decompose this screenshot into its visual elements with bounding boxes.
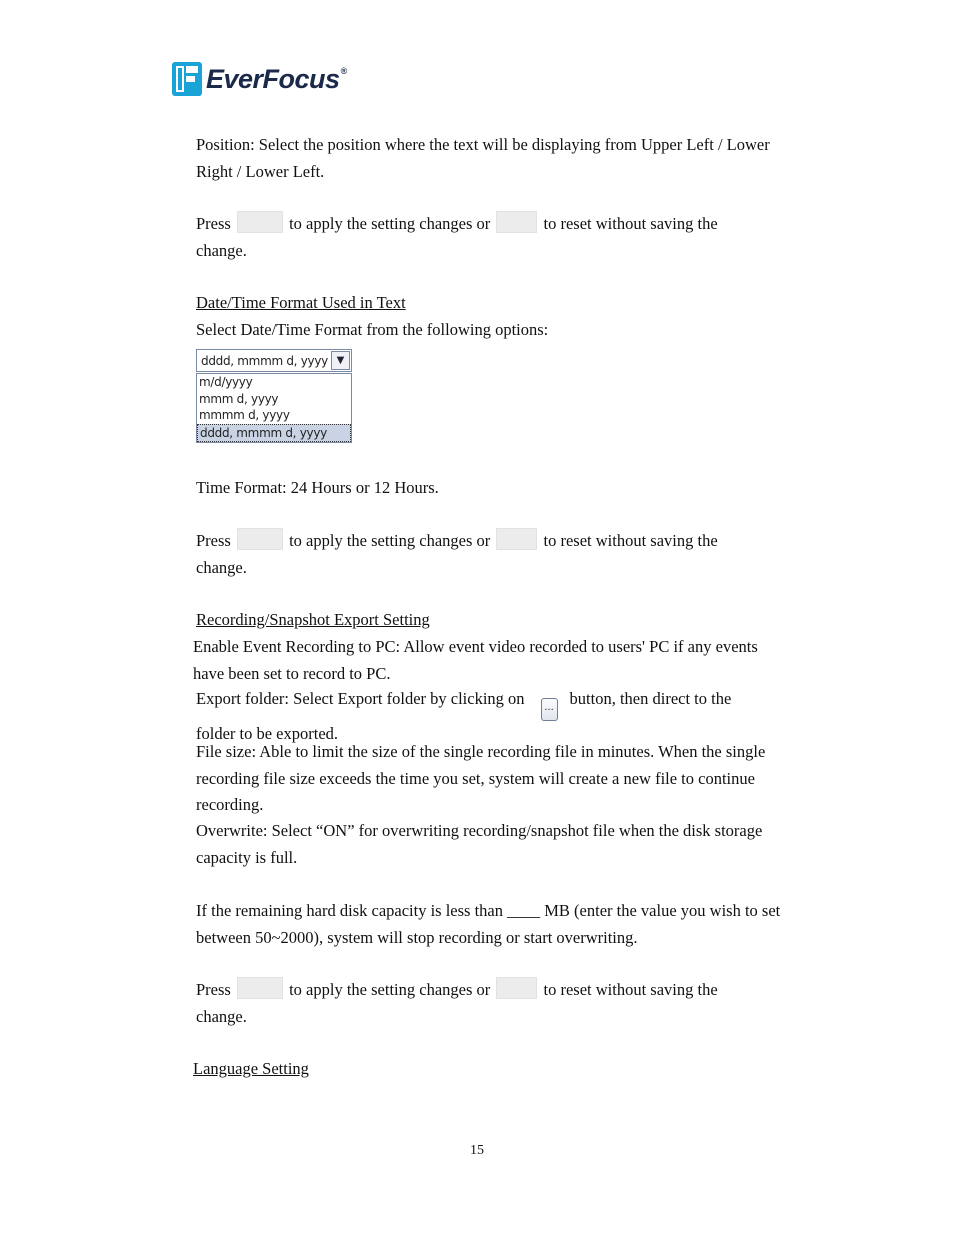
press-tail-text: change.: [196, 240, 247, 260]
dropdown-select[interactable]: [196, 349, 352, 372]
press-word: Press: [196, 214, 231, 233]
reset-button-image: [496, 977, 537, 999]
press-word: Press: [196, 980, 231, 999]
press-mid-text: to apply the setting changes or: [289, 531, 491, 550]
time-format-text: Time Format: 24 Hours or 12 Hours.: [196, 478, 439, 497]
export-folder-part-b: button, then direct to the: [569, 689, 732, 708]
press-end-text: to reset without saving the: [543, 214, 718, 233]
enable-event-text: Enable Event Recording to PC: Allow event video recorded to users' PC if any events have been set to record to PC.: [193, 637, 758, 683]
press-instruction-3: [196, 977, 776, 1030]
apply-button-image: [237, 977, 283, 999]
chevron-down-icon[interactable]: ▼: [331, 351, 350, 370]
dropdown-option[interactable]: mmmm d, yyyy: [199, 408, 290, 422]
datetime-heading: Date/Time Format Used in Text: [196, 293, 406, 312]
position-description: Position: Select the position where the text will be displaying from Upper Left / Lower Right / Lower Left.: [196, 135, 770, 181]
file-size-text: File size: Able to limit the size of the single recording file in minutes. When the single recording file size exceeds the time you set, system will create a new file to continue recording.: [196, 742, 766, 814]
recording-heading: Recording/Snapshot Export Setting: [196, 610, 430, 629]
dropdown-option[interactable]: m/d/yyyy: [199, 375, 253, 389]
press-instruction-1: [196, 211, 776, 264]
logo-brand: EverFocus: [206, 63, 340, 94]
press-mid-text: to apply the setting changes or: [289, 214, 491, 233]
dropdown-option[interactable]: mmm d, yyyy: [199, 391, 279, 406]
datetime-format-dropdown[interactable]: [196, 349, 352, 443]
press-tail-text: change.: [196, 1006, 247, 1026]
dropdown-option-selected[interactable]: dddd, mmmm d, yyyy: [197, 424, 351, 443]
apply-button-image: [237, 211, 283, 233]
press-mid-text: to apply the setting changes or: [289, 980, 491, 999]
press-tail-text: change.: [196, 557, 247, 577]
disk-capacity-text: If the remaining hard disk capacity is less than ____ MB (enter the value you wish to set between 50~2000), system will stop recording or start overwriting.: [196, 901, 781, 947]
datetime-intro: Select Date/Time Format from the following options:: [196, 320, 549, 339]
press-end-text: to reset without saving the: [543, 980, 718, 999]
language-heading: Language Setting: [193, 1059, 309, 1078]
registered-mark: ®: [340, 65, 347, 76]
export-folder-part-a: Export folder: Select Export folder by clicking on: [196, 689, 525, 708]
press-instruction-2: [196, 528, 776, 581]
reset-button-image: [496, 528, 537, 550]
page-number: 15: [470, 1143, 484, 1158]
apply-button-image: [237, 528, 283, 550]
press-end-text: to reset without saving the: [543, 531, 718, 550]
press-word: Press: [196, 531, 231, 550]
everfocus-logo: [172, 61, 347, 97]
dropdown-options-list: [196, 373, 352, 443]
export-folder-part-c: folder to be exported.: [196, 724, 339, 743]
dropdown-selected-value: dddd, mmmm d, yyyy: [201, 353, 328, 368]
everfocus-logo-icon: [172, 62, 202, 96]
overwrite-text: Overwrite: Select “ON” for overwriting recording/snapshot file when the disk storage capacity is full.: [196, 821, 763, 867]
logo-wordmark: [206, 64, 347, 95]
reset-button-image: [496, 211, 537, 233]
browse-button-image: ...: [541, 698, 558, 721]
